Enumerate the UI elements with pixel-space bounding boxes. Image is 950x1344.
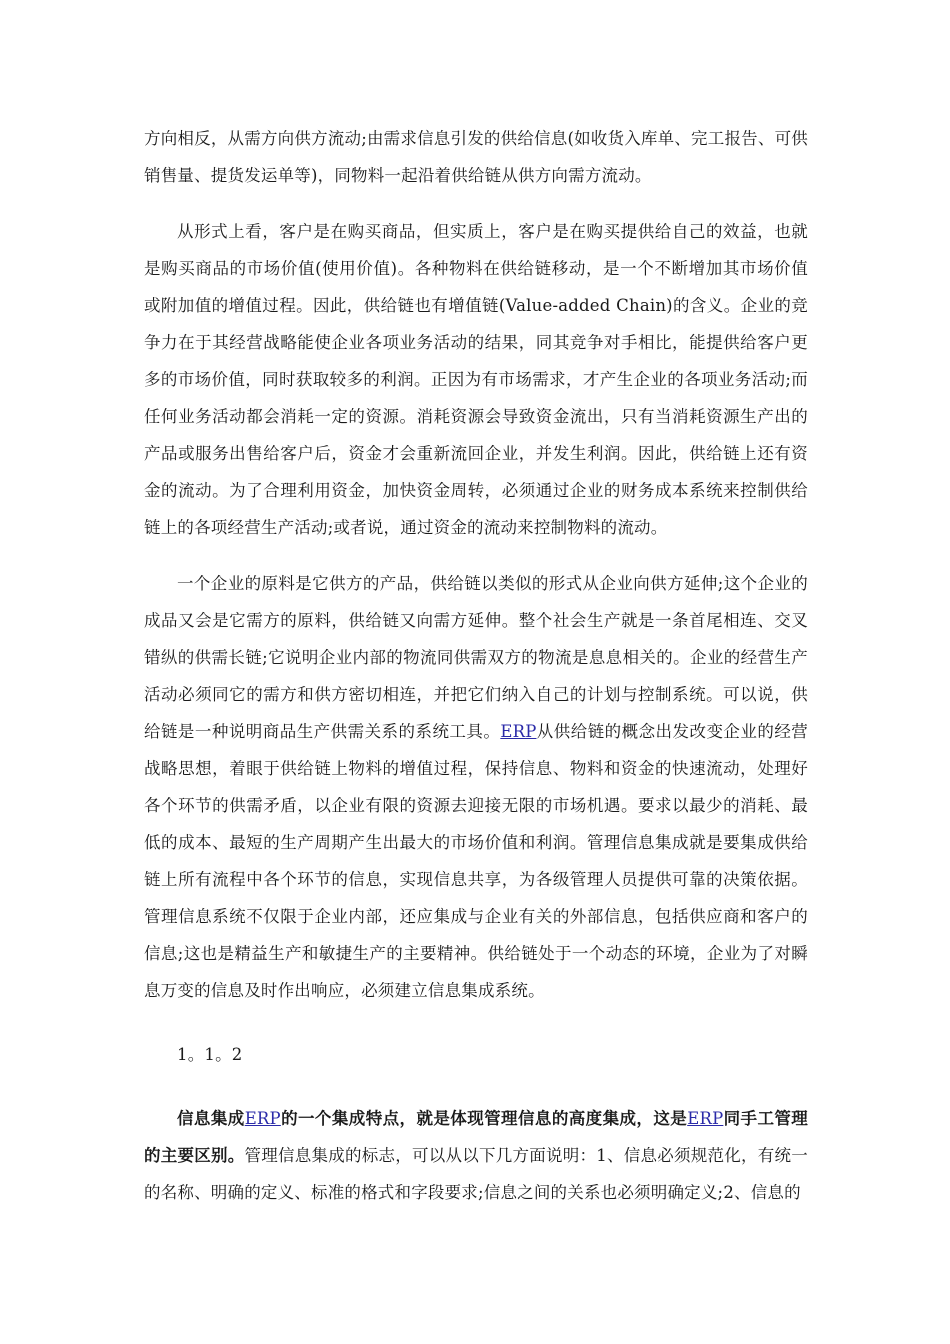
bold-heading-text: 同手工管理的主要区别。 [144,1109,808,1165]
erp-link[interactable]: ERP [244,1109,281,1128]
bold-heading-text: 信息集成 [177,1109,245,1128]
erp-link[interactable]: ERP [500,722,537,741]
erp-link[interactable]: ERP [687,1109,724,1128]
paragraph-text: 管理信息集成的标志，可以从以下几方面说明：1、信息必须规范化，有统一的名称、明确的定义、标准的格式和字段要求;信息之间的关系也必须明确定义;2、信息的 [144,1146,808,1202]
paragraph-text: 从供给链的概念出发改变企业的经营战略思想，着眼于供给链上物料的增值过程，保持信息、物料和资金的快速流动，处理好各个环节的供需矛盾，以企业有限的资源去迎接无限的市场机遇。要求以最少的消耗、最低的成本、最短的生产周期产生出最大的市场价值和利润。管理信息集成就是要集成供给链上所有流程中各个环节的信息，实现信息共享，为各级管理人员提供可靠的决策依据。管理信息系统不仅限于企业内部，还应集成与企业有关的外部信息，包括供应商和客户的信息;这也是精益生产和敏捷生产的主要精神。供给链处于一个动态的环境，企业为了对瞬息万变的信息及时作出响应，必须建立信息集成系统。 [144,722,809,1000]
section-number-text: 1。1。2 [177,1045,243,1064]
paragraph-supply-chain-extension [144,565,808,1009]
paragraph-text: 从形式上看，客户是在购买商品，但实质上，客户是在购买提供给自己的效益，也就是购买商品的市场价值(使用价值)。各种物料在供给链移动，是一个不断增加其市场价值或附加值的增值过程。因此，供给链也有增值链(Value-added Chain)的含义。企业的竞争力在于其经营战略能使企业各项业务活动的结果，同其竞争对手相比，能提供给客户更多的市场价值，同时获取较多的利润。正因为有市场需求，才产生企业的各项业务活动;而任何业务活动都会消耗一定的资源。消耗资源会导致资金流出，只有当消耗资源生产出的产品或服务出售给客户后，资金才会重新流回企业，并发生利润。因此，供给链上还有资金的流动。为了合理利用资金，加快资金周转，必须通过企业的财务成本系统来控制供给链上的各项经营生产活动;或者说，通过资金的流动来控制物料的流动。 [144,222,808,537]
document-page [144,120,808,1211]
paragraph-text: 一个企业的原料是它供方的产品，供给链以类似的形式从企业向供方延伸;这个企业的成品又会是它需方的原料，供给链又向需方延伸。整个社会生产就是一条首尾相连、交叉错纵的供需长链;它说明企业内部的物流同供需双方的物流是息息相关的。企业的经营生产活动必须同它的需方和供方密切相连，并把它们纳入自己的计划与控制系统。可以说，供给链是一种说明商品生产供需关系的系统工具。 [144,574,808,741]
paragraph-information-integration [144,1100,808,1211]
bold-heading-text: 的一个集成特点，就是体现管理信息的高度集成，这是 [280,1109,688,1128]
paragraph-supply-flow [144,120,808,194]
section-number [144,1036,808,1073]
paragraph-text: 方向相反，从需方向供方流动;由需求信息引发的供给信息(如收货入库单、完工报告、可供销售量、提货发运单等)，同物料一起沿着供给链从供方向需方流动。 [144,129,808,185]
paragraph-value-chain [144,213,808,546]
